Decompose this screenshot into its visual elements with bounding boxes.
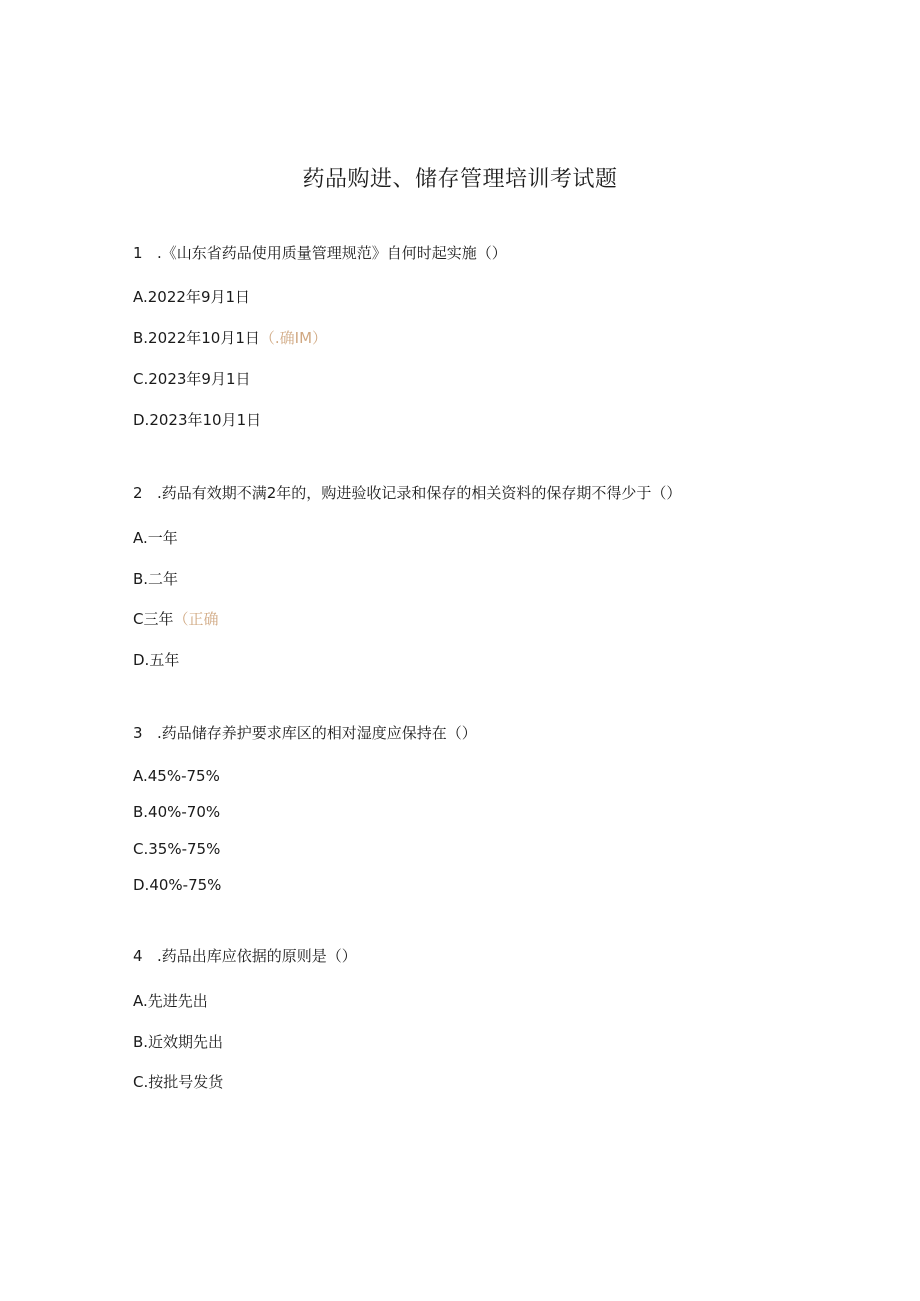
question-4 — [133, 945, 357, 967]
option-4a — [133, 990, 208, 1012]
option-text: C.按批号发货 — [133, 1073, 224, 1091]
option-2c — [133, 608, 219, 630]
option-2d — [133, 649, 179, 671]
option-4b — [133, 1031, 223, 1053]
option-2b — [133, 568, 178, 590]
question-number: 4 — [133, 947, 143, 965]
option-text: A.一年 — [133, 529, 178, 547]
question-text: .药品有效期不满2年的，购进验收记录和保存的相关资料的保存期不得少于（） — [157, 484, 682, 502]
option-3d — [133, 874, 221, 896]
option-1a — [133, 286, 250, 308]
question-number: 2 — [133, 484, 143, 502]
question-number: 3 — [133, 724, 143, 742]
option-text: A.先进先出 — [133, 992, 208, 1010]
question-number: 1 — [133, 244, 143, 262]
option-text: B.40%-70% — [133, 803, 221, 821]
option-text: C.2023年9月1日 — [133, 370, 251, 388]
option-text: C三年 — [133, 610, 174, 628]
option-text: D.40%-75% — [133, 876, 222, 894]
option-1c — [133, 368, 251, 390]
option-4c — [133, 1071, 223, 1093]
option-text: C.35%-75% — [133, 840, 221, 858]
option-3b — [133, 801, 220, 823]
option-text: A.2022年9月1日 — [133, 288, 251, 306]
answer-mark: （.确IM） — [259, 329, 328, 347]
option-text: A.45%-75% — [133, 767, 220, 785]
question-1 — [133, 242, 507, 264]
option-1b — [133, 327, 327, 349]
option-text: B.近效期先出 — [133, 1033, 224, 1051]
option-3a — [133, 765, 220, 787]
question-text: .《山东省药品使用质量管理规范》自何时起实施（） — [157, 244, 507, 262]
option-1d — [133, 409, 261, 431]
question-3 — [133, 722, 477, 744]
option-text: D.五年 — [133, 651, 180, 669]
option-3c — [133, 838, 220, 860]
option-text: B.二年 — [133, 570, 179, 588]
question-2 — [133, 482, 681, 504]
option-text: D.2023年10月1日 — [133, 411, 262, 429]
answer-mark: （正确 — [173, 610, 219, 628]
option-text: B.2022年10月1日 — [133, 329, 260, 347]
page-title: 药品购进、储存管理培训考试题 — [302, 167, 618, 192]
question-text: .药品出库应依据的原则是（） — [157, 947, 357, 965]
question-text: .药品储存养护要求库区的相对湿度应保持在（） — [157, 724, 477, 742]
option-2a — [133, 527, 178, 549]
